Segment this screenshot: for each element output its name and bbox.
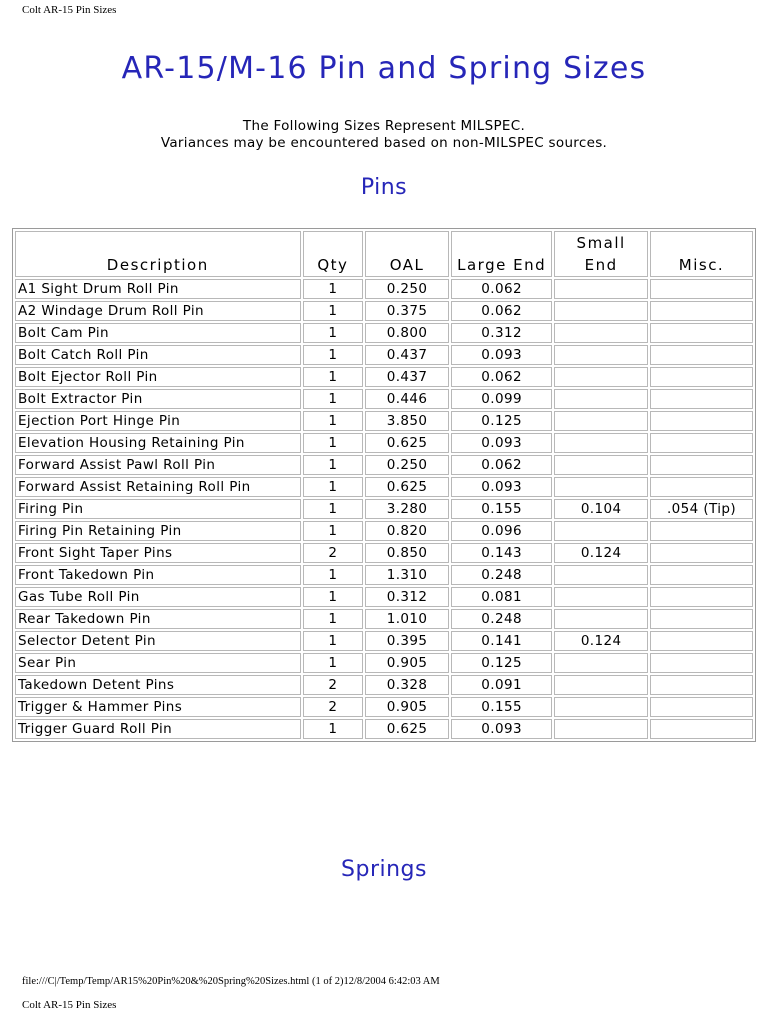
cell-large-end: 0.093 [451,433,552,453]
col-large-end: Large End [451,231,552,277]
cell-large-end: 0.096 [451,521,552,541]
cell-large-end: 0.155 [451,697,552,717]
cell-qty: 1 [303,433,364,453]
cell-large-end: 0.091 [451,675,552,695]
cell-description: Bolt Catch Roll Pin [15,345,301,365]
cell-large-end: 0.093 [451,477,552,497]
cell-small-end: 0.124 [554,543,648,563]
cell-qty: 1 [303,345,364,365]
cell-oal: 0.328 [365,675,449,695]
cell-large-end: 0.093 [451,719,552,739]
cell-misc [650,675,753,695]
cell-qty: 1 [303,521,364,541]
footer-file-path: file:///C|/Temp/Temp/AR15%20Pin%20&%20Spring%20Sizes.html (1 of 2)12/8/2004 6:42:03 AM [22,976,440,987]
cell-description: Front Takedown Pin [15,565,301,585]
table-row [15,543,753,563]
cell-small-end [554,345,648,365]
col-description: Description [15,231,301,277]
cell-description: Bolt Ejector Roll Pin [15,367,301,387]
cell-qty: 2 [303,675,364,695]
table-row [15,675,753,695]
cell-oal: 3.850 [365,411,449,431]
cell-large-end: 0.099 [451,389,552,409]
cell-misc: .054 (Tip) [650,499,753,519]
cell-misc [650,279,753,299]
cell-small-end: 0.124 [554,631,648,651]
cell-small-end [554,565,648,585]
cell-description: Bolt Cam Pin [15,323,301,343]
cell-oal: 1.010 [365,609,449,629]
cell-misc [650,697,753,717]
cell-misc [650,323,753,343]
cell-misc [650,587,753,607]
cell-description: Ejection Port Hinge Pin [15,411,301,431]
col-small-end [554,231,648,277]
cell-oal: 0.905 [365,697,449,717]
cell-oal: 0.850 [365,543,449,563]
pins-heading: Pins [360,175,408,200]
cell-description: Firing Pin Retaining Pin [15,521,301,541]
cell-qty: 1 [303,653,364,673]
cell-qty: 2 [303,697,364,717]
cell-qty: 1 [303,565,364,585]
cell-misc [650,367,753,387]
cell-small-end [554,433,648,453]
cell-oal: 0.250 [365,279,449,299]
col-oal: OAL [365,231,449,277]
pins-table [12,228,756,742]
table-row [15,345,753,365]
cell-description: Trigger & Hammer Pins [15,697,301,717]
table-row [15,521,753,541]
cell-large-end: 0.081 [451,587,552,607]
springs-heading: Springs [341,857,427,882]
cell-large-end: 0.125 [451,653,552,673]
cell-qty: 1 [303,279,364,299]
cell-qty: 1 [303,631,364,651]
cell-misc [650,565,753,585]
cell-misc [650,301,753,321]
cell-small-end [554,301,648,321]
table-row [15,323,753,343]
cell-qty: 1 [303,367,364,387]
table-row [15,367,753,387]
cell-description: Trigger Guard Roll Pin [15,719,301,739]
cell-oal: 1.310 [365,565,449,585]
cell-misc [650,433,753,453]
cell-oal: 3.280 [365,499,449,519]
cell-oal: 0.375 [365,301,449,321]
footer-page-title: Colt AR-15 Pin Sizes [22,999,117,1011]
col-small-end-line1: Small [576,234,626,252]
cell-small-end [554,587,648,607]
cell-misc [650,477,753,497]
cell-large-end: 0.248 [451,565,552,585]
page-title: AR-15/M-16 Pin and Spring Sizes [121,51,647,86]
cell-oal: 0.312 [365,587,449,607]
cell-small-end [554,609,648,629]
cell-misc [650,653,753,673]
cell-large-end: 0.141 [451,631,552,651]
table-row [15,587,753,607]
cell-oal: 0.625 [365,719,449,739]
cell-qty: 1 [303,719,364,739]
cell-description: Forward Assist Retaining Roll Pin [15,477,301,497]
cell-misc [650,609,753,629]
cell-misc [650,389,753,409]
table-row [15,653,753,673]
cell-oal: 0.250 [365,455,449,475]
table-row [15,499,753,519]
subtitle-line-2: Variances may be encountered based on non-MILSPEC sources. [160,135,608,151]
table-row [15,697,753,717]
cell-oal: 0.395 [365,631,449,651]
cell-small-end [554,521,648,541]
cell-large-end: 0.062 [451,367,552,387]
table-row [15,477,753,497]
cell-misc [650,411,753,431]
table-row [15,719,753,739]
cell-qty: 1 [303,477,364,497]
cell-large-end: 0.248 [451,609,552,629]
cell-large-end: 0.143 [451,543,552,563]
cell-misc [650,631,753,651]
cell-small-end [554,389,648,409]
cell-qty: 1 [303,455,364,475]
cell-description: Forward Assist Pawl Roll Pin [15,455,301,475]
cell-oal: 0.820 [365,521,449,541]
cell-large-end: 0.062 [451,279,552,299]
cell-oal: 0.625 [365,477,449,497]
cell-description: A1 Sight Drum Roll Pin [15,279,301,299]
cell-large-end: 0.155 [451,499,552,519]
col-small-end-line2: End [584,256,618,274]
table-row [15,301,753,321]
cell-oal: 0.800 [365,323,449,343]
cell-small-end [554,719,648,739]
cell-qty: 1 [303,609,364,629]
cell-misc [650,521,753,541]
cell-qty: 2 [303,543,364,563]
cell-description: Front Sight Taper Pins [15,543,301,563]
page-header-title: Colt AR-15 Pin Sizes [22,4,117,16]
cell-small-end [554,477,648,497]
cell-small-end [554,367,648,387]
cell-description: A2 Windage Drum Roll Pin [15,301,301,321]
table-row [15,609,753,629]
cell-misc [650,543,753,563]
table-row [15,389,753,409]
cell-small-end [554,411,648,431]
cell-misc [650,719,753,739]
cell-small-end [554,697,648,717]
table-header-row [15,231,753,277]
cell-large-end: 0.312 [451,323,552,343]
table-row [15,631,753,651]
table-row [15,565,753,585]
cell-qty: 1 [303,499,364,519]
cell-qty: 1 [303,389,364,409]
cell-qty: 1 [303,411,364,431]
cell-description: Bolt Extractor Pin [15,389,301,409]
cell-qty: 1 [303,587,364,607]
cell-description: Gas Tube Roll Pin [15,587,301,607]
cell-description: Takedown Detent Pins [15,675,301,695]
cell-qty: 1 [303,301,364,321]
cell-small-end [554,323,648,343]
cell-large-end: 0.062 [451,455,552,475]
cell-large-end: 0.062 [451,301,552,321]
table-row [15,455,753,475]
table-row [15,279,753,299]
cell-small-end: 0.104 [554,499,648,519]
cell-oal: 0.437 [365,367,449,387]
cell-oal: 0.437 [365,345,449,365]
cell-description: Selector Detent Pin [15,631,301,651]
col-misc: Misc. [650,231,753,277]
cell-small-end [554,455,648,475]
col-qty: Qty [303,231,364,277]
cell-small-end [554,653,648,673]
cell-description: Firing Pin [15,499,301,519]
cell-oal: 0.905 [365,653,449,673]
table-row [15,411,753,431]
cell-qty: 1 [303,323,364,343]
cell-large-end: 0.093 [451,345,552,365]
cell-misc [650,455,753,475]
cell-small-end [554,279,648,299]
cell-misc [650,345,753,365]
cell-oal: 0.625 [365,433,449,453]
cell-oal: 0.446 [365,389,449,409]
cell-description: Elevation Housing Retaining Pin [15,433,301,453]
cell-small-end [554,675,648,695]
cell-description: Sear Pin [15,653,301,673]
cell-description: Rear Takedown Pin [15,609,301,629]
cell-large-end: 0.125 [451,411,552,431]
subtitle-line-1: The Following Sizes Represent MILSPEC. [242,118,526,134]
table-row [15,433,753,453]
